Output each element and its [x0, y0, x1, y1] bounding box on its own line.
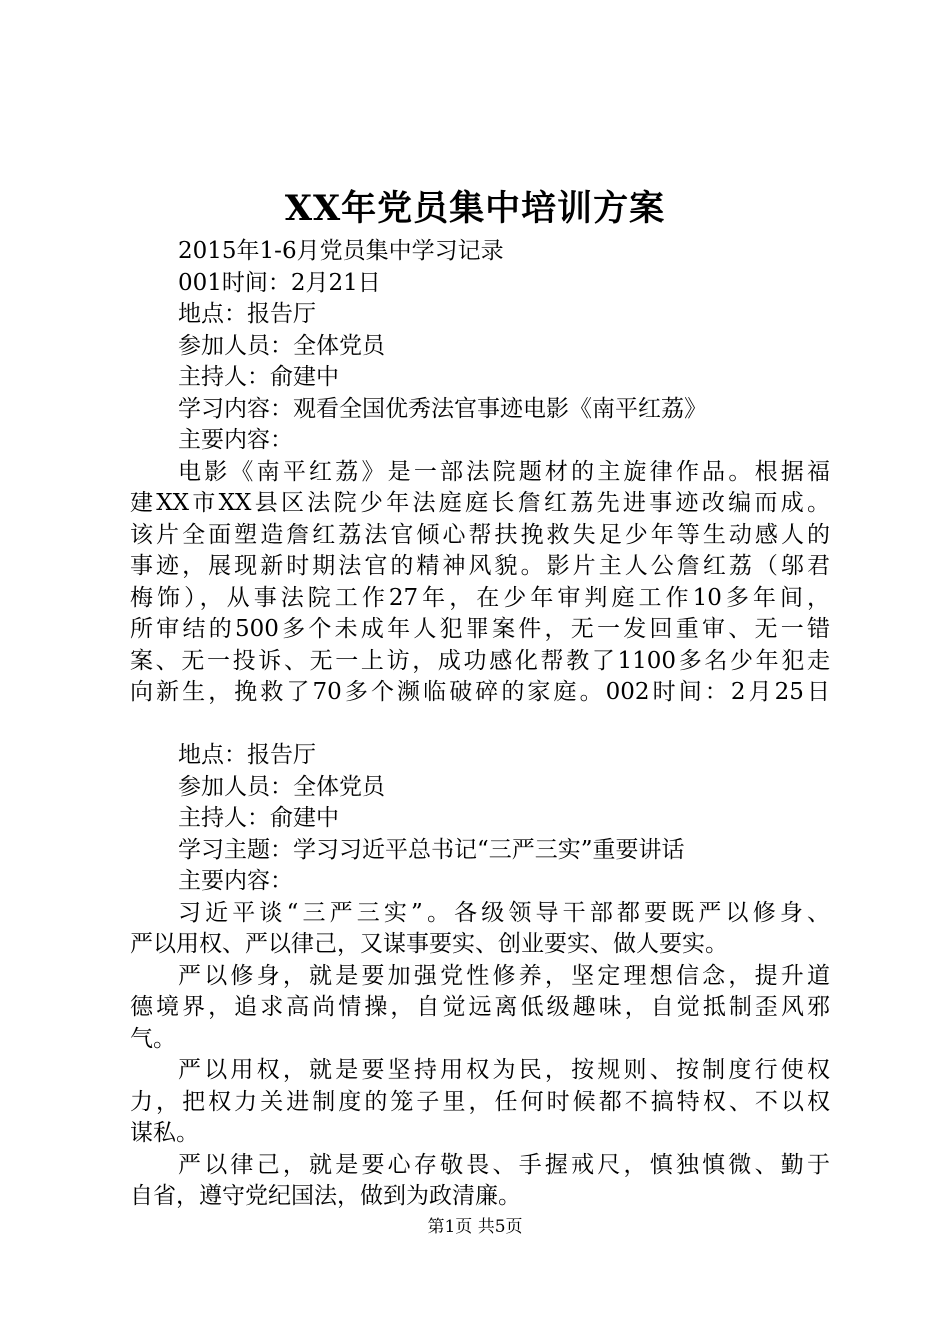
paragraph-three-stricts-intro [130, 898, 830, 961]
paragraph-line: 严以修身，就是要加强党性修养，坚定理想信念，提升道 [178, 962, 830, 989]
paragraph-line: 谋私。 [130, 1120, 199, 1146]
session2-main-content-label: 主要内容： [178, 868, 293, 894]
paragraph-line: 所审结的500多个未成年人犯罪案件，无一发回重审、无一错 [130, 616, 830, 642]
paragraph-line: 电影《南平红荔》是一部法院题材的主旋律作品。根据福 [178, 458, 830, 485]
document-title: XX年党员集中培训方案 [284, 188, 666, 229]
paragraph-line: 事迹，展现新时期法官的精神风貌。影片主人公詹红荔（邬君 [130, 553, 830, 579]
paragraph-line: 习近平谈“三严三实”。各级领导干部都要既严以修身、 [178, 899, 830, 926]
paragraph-use-of-power [130, 1055, 830, 1150]
session1-time: 001时间：2月21日 [178, 269, 381, 296]
session2-location: 地点：报告厅 [178, 742, 316, 768]
session1-main-content-label: 主要内容： [178, 427, 293, 453]
paragraph-line: 严以用权、严以律己，又谋事要实、创业要实、做人要实。 [130, 931, 728, 957]
session1-host: 主持人：俞建中 [178, 364, 339, 390]
paragraph-line: 严以律己，就是要心存敬畏、手握戒尺，慎独慎微、勤于 [178, 1151, 830, 1178]
paragraph-film-summary [130, 457, 830, 709]
paragraph-line: 德境界，追求高尚情操，自觉远离低级趣味，自觉抵制歪风邪 [130, 994, 830, 1020]
paragraph-line: 力，把权力关进制度的笼子里，任何时候都不搞特权、不以权 [130, 1088, 830, 1115]
paragraph-line: 自省，遵守党纪国法，做到为政清廉。 [130, 1183, 521, 1209]
record-heading: 2015年1-6月党员集中学习记录 [178, 238, 504, 264]
session2-attendees: 参加人员：全体党员 [178, 773, 385, 800]
document-body [130, 236, 830, 1213]
paragraph-line: 严以用权，就是要坚持用权为民，按规则、按制度行使权 [178, 1057, 830, 1083]
page-number: 第1页 共5页 [427, 1217, 523, 1237]
session2-study-topic: 学习主题：学习习近平总书记“三严三实”重要讲话 [178, 836, 685, 863]
paragraph-line: 案、无一投诉、无一上访，成功感化帮教了1100多名少年犯走 [130, 647, 830, 674]
paragraph-line: 梅饰），从事法院工作27年，在少年审判庭工作10多年间， [130, 584, 830, 611]
paragraph-line: 气。 [130, 1025, 176, 1052]
blank-line [130, 709, 830, 741]
session1-study-content: 学习内容：观看全国优秀法官事迹电影《南平红荔》 [178, 395, 707, 422]
session1-location: 地点：报告厅 [178, 301, 316, 327]
session2-host: 主持人：俞建中 [178, 805, 339, 831]
paragraph-line: 建XX市XX县区法院少年法庭庭长詹红荔先进事迹改编而成。 [130, 490, 830, 516]
paragraph-self-discipline [130, 1150, 830, 1213]
session1-attendees: 参加人员：全体党员 [178, 332, 385, 359]
paragraph-line: 该片全面塑造詹红荔法官倾心帮扶挽救失足少年等生动感人的 [130, 521, 830, 548]
paragraph-self-cultivation [130, 961, 830, 1056]
paragraph-line: 向新生，挽救了70多个濒临破碎的家庭。002时间：2月25日 [130, 679, 830, 705]
